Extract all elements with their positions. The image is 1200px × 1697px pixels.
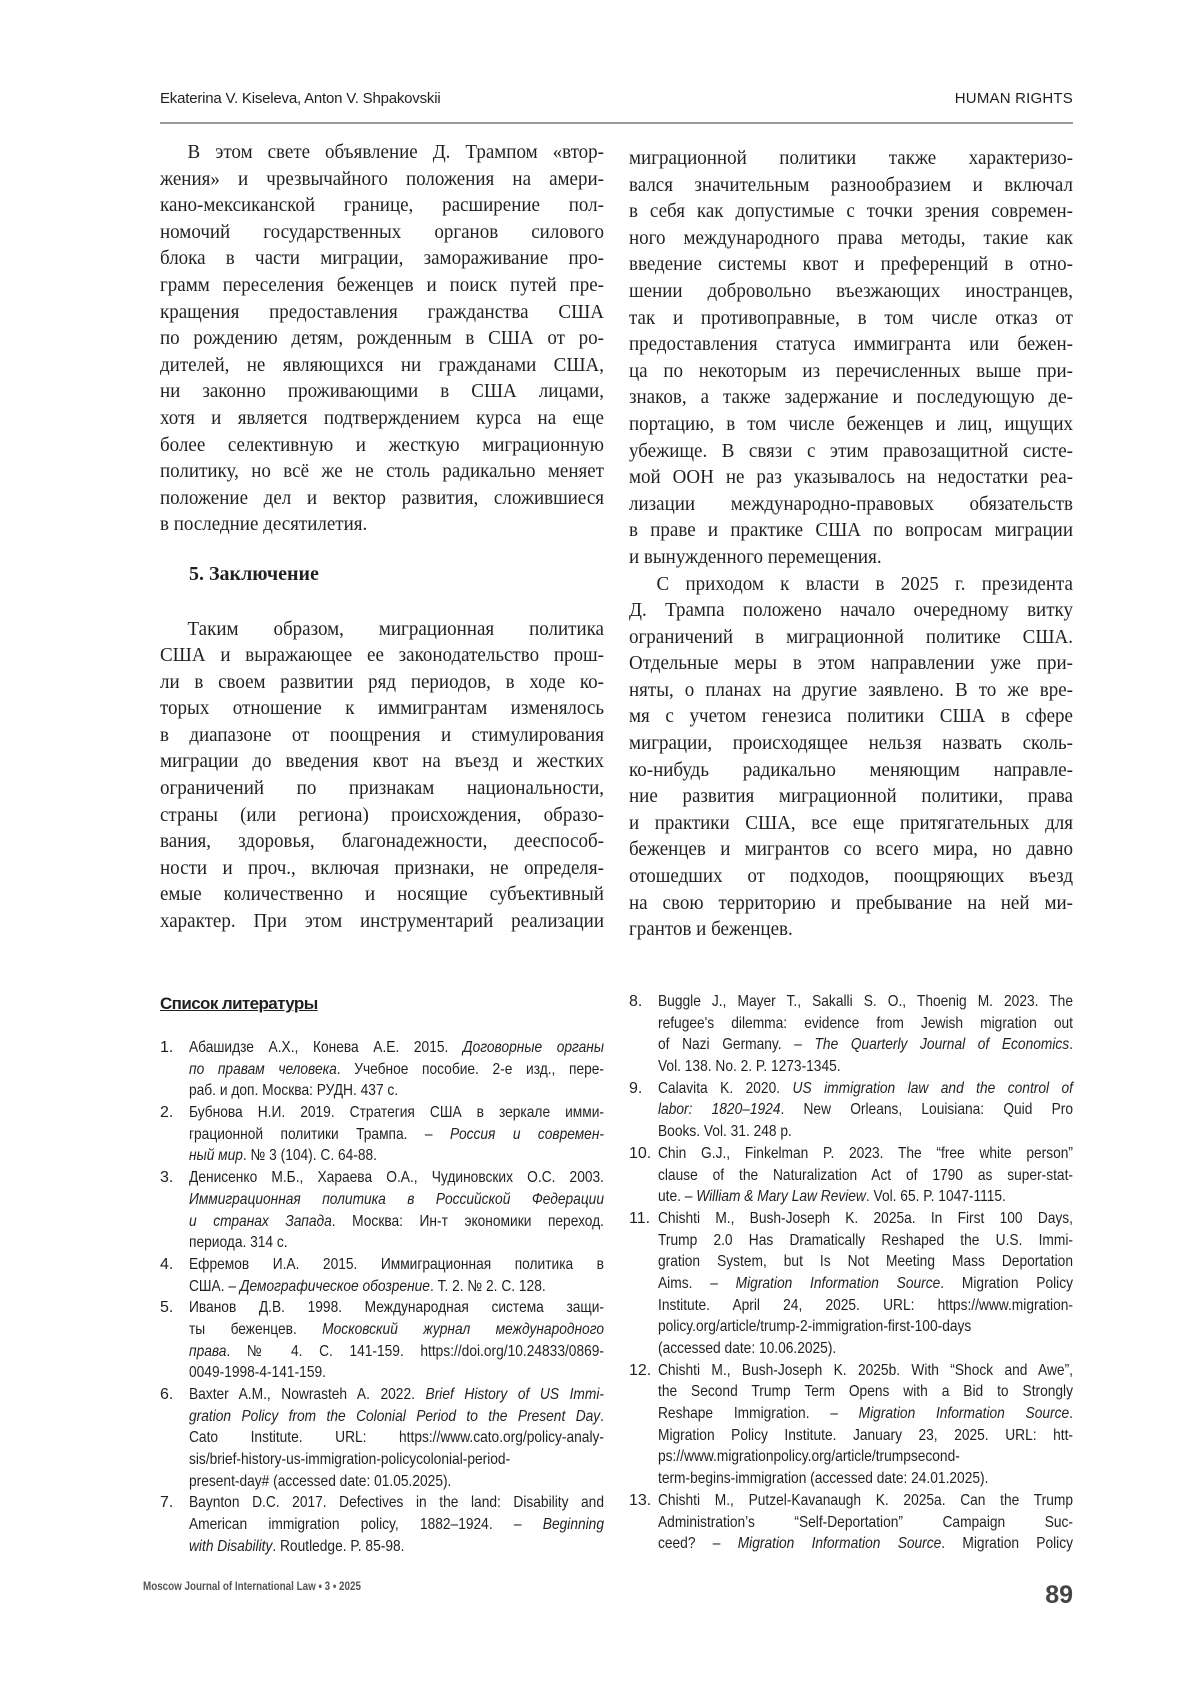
reference-text: периода. 314 с. — [189, 1234, 288, 1252]
text-line: в последние десятилетия. — [160, 513, 368, 536]
reference-line — [189, 1384, 604, 1406]
text-line: вания, здоровья, благонадежности, дееспособ- — [160, 830, 604, 853]
paragraph — [629, 571, 1073, 943]
reference-text: Migration Policy Institute. January 23, 2025. URL: htt- — [658, 1426, 1073, 1444]
text-line: предоставления статуса иммигранта или бежен- — [629, 333, 1073, 356]
body-column-left — [160, 139, 604, 935]
text-line: в диапазоне от поощрения и стимулирования — [160, 723, 604, 746]
journal-footer: Moscow Journal of International Law • 3 • 2025 — [143, 1579, 361, 1593]
reference-line — [658, 1251, 1073, 1273]
reference-text: clause of the Naturalization Act of 1790 as super-stat- — [658, 1166, 1073, 1184]
reference-title-italic: Migration Information Source — [735, 1274, 941, 1292]
reference-line — [189, 1319, 604, 1341]
reference-line — [189, 1514, 604, 1536]
running-header-section: HUMAN RIGHTS — [954, 90, 1073, 107]
text-line: в себя как допустимые с точки зрения современ- — [629, 200, 1073, 223]
text-line: мой ООН не раз указывалось на недостатки реа- — [629, 466, 1073, 489]
reference-line — [189, 1449, 604, 1471]
text-line: по рождению детям, рожденным в США от ро- — [160, 327, 604, 350]
reference-line — [658, 1381, 1073, 1403]
reference-title-italic: The Quarterly Journal of Economics — [814, 1036, 1070, 1054]
section-heading: 5. Заключение — [189, 562, 319, 585]
reference-number: 7. — [160, 1494, 174, 1512]
reference-text: Trump 2.0 Has Dramatically Reshaped the U.S. Immi- — [658, 1231, 1073, 1249]
reference-item — [629, 1208, 1073, 1360]
text-line: Таким образом, миграционная политика — [187, 617, 604, 640]
reference-number: 3. — [160, 1169, 174, 1187]
reference-line — [658, 1425, 1073, 1447]
reference-line — [658, 1360, 1073, 1382]
reference-line — [658, 1512, 1073, 1534]
reference-text: Baxter A.M., Nowrasteh A. 2022. — [189, 1386, 426, 1403]
reference-line — [189, 1362, 604, 1384]
reference-text: . — [600, 1407, 604, 1425]
text-line: и практики США, все еще притягательных для — [629, 811, 1073, 834]
reference-text: Денисенко М.Б., Хараева О.А., Чудиновских О.С. 2003. — [189, 1169, 604, 1187]
reference-line — [658, 1338, 1073, 1360]
reference-text: ты беженцев. — [189, 1320, 323, 1338]
reference-title-italic: Beginning — [542, 1516, 604, 1534]
page-number: 89 — [1045, 1581, 1073, 1609]
reference-item — [629, 1360, 1073, 1490]
reference-item — [160, 1384, 604, 1492]
reference-line — [189, 1276, 604, 1298]
reference-item — [629, 1143, 1073, 1208]
text-line: портацию, в том числе беженцев и лиц, ищущих — [629, 412, 1073, 435]
body-column-right — [629, 145, 1073, 943]
reference-title-italic: и странах Запада — [189, 1212, 332, 1230]
text-line: хотя и является подтверждением курса на еще — [160, 406, 604, 429]
reference-text: . New Orleans, Louisiana: Quid Pro — [780, 1101, 1073, 1119]
reference-list-left — [160, 1037, 604, 1558]
text-line: убежище. В связи с этим правозащитной систе- — [629, 439, 1073, 462]
reference-text: gration System, but Is Not Meeting Mass Deportation — [658, 1253, 1073, 1271]
text-line: В этом свете объявление Д. Трампом «втор- — [187, 141, 604, 163]
reference-line — [189, 1145, 604, 1167]
text-line: мя с учетом генезиса политики США в сфере — [629, 705, 1073, 728]
text-line: США и выражающее ее законодательство прош- — [160, 644, 604, 667]
reference-line — [658, 1316, 1073, 1338]
reference-text: . № 3 (104). С. 64-88. — [242, 1147, 377, 1165]
reference-text: policy.org/article/trump-2-immigration-first-100-days — [658, 1318, 972, 1336]
reference-item — [160, 1102, 604, 1167]
text-line: положение дел и вектор развития, сложившиеся — [160, 486, 604, 509]
reference-title-italic: with Disability — [189, 1537, 273, 1555]
text-line: и вынужденного перемещения. — [629, 545, 882, 568]
reference-item — [160, 1297, 604, 1384]
text-line: ли в своем развитии ряд периодов, в ходе ко- — [160, 670, 604, 693]
reference-text: Ефремов И.А. 2015. Иммиграционная политика в — [189, 1255, 604, 1273]
text-line: грамм переселения беженцев и поиск путей пре- — [160, 273, 604, 296]
reference-line — [189, 1080, 604, 1102]
text-line: Отдельные меры в этом направлении уже при- — [629, 652, 1073, 675]
running-header-authors: Ekaterina V. Kiseleva, Anton V. Shpakovskii — [160, 90, 441, 107]
reference-title-italic: Migration Information Source — [737, 1535, 942, 1553]
reference-text: present-day# (accessed date: 01.05.2025). — [189, 1472, 452, 1490]
reference-line — [189, 1254, 604, 1276]
text-line: С приходом к власти в 2025 г. президента — [656, 572, 1073, 595]
text-line: шении добровольно въезжающих иностранцев, — [629, 279, 1073, 302]
reference-text: Buggle J., Mayer T., Sakalli S. O., Thoenig M. 2023. The — [658, 993, 1073, 1010]
text-line: более селективную и жесткую миграционную — [160, 433, 604, 456]
reference-number: 11. — [629, 1209, 651, 1227]
text-line: в праве и практике США по вопросам миграции — [629, 519, 1073, 542]
reference-text: . Москва: Ин-т экономики переход. — [331, 1212, 604, 1230]
reference-line — [658, 1121, 1073, 1143]
text-line: политику, но всё же не столь радикально меняет — [160, 460, 604, 483]
header-divider — [160, 122, 1073, 124]
reference-item — [629, 991, 1073, 1078]
reference-text: Reshape Immigration. – — [658, 1405, 859, 1423]
reference-title-italic: gration Policy from the Colonial Period to the Present Day — [189, 1407, 601, 1425]
reference-number: 4. — [160, 1255, 174, 1273]
reference-line — [189, 1037, 604, 1059]
reference-text: Aims. – — [658, 1274, 736, 1292]
reference-text: Абашидзе А.Х., Конева А.Е. 2015. — [189, 1039, 463, 1056]
reference-number: 10. — [629, 1144, 652, 1162]
reference-text: . Migration Policy — [940, 1274, 1074, 1292]
reference-line — [658, 1490, 1073, 1512]
reference-text: Administration’s “Self-Deportation” Campaign Suc- — [658, 1513, 1073, 1531]
reference-text: Chishti M., Putzel-Kavanaugh K. 2025a. Can the Trump — [658, 1491, 1073, 1509]
text-line: ограничений в миграционной политике США. — [629, 625, 1073, 648]
reference-text: Institute. April 24, 2025. URL: https://www.migration- — [658, 1296, 1073, 1314]
reference-line — [658, 1165, 1073, 1187]
reference-item — [629, 1490, 1073, 1555]
reference-line — [189, 1406, 604, 1428]
reference-text: the Second Trump Term Opens with a Bid to Strongly — [658, 1383, 1073, 1401]
reference-item — [160, 1037, 604, 1102]
text-line: няты, о планах на другие заявлено. В то же вре- — [629, 678, 1073, 701]
reference-text: Calavita K. 2020. — [658, 1079, 793, 1097]
reference-line — [189, 1189, 604, 1211]
reference-line — [189, 1102, 604, 1124]
reference-item — [629, 1078, 1073, 1143]
reference-title-italic: Договорные органы — [462, 1039, 604, 1056]
reference-title-italic: Иммиграционная политика в Российской Федерации — [189, 1190, 604, 1208]
reference-line — [658, 1403, 1073, 1425]
reference-line — [189, 1124, 604, 1146]
reference-text: . № 4. С. 141-159. https://doi.org/10.24833/0869- — [226, 1342, 604, 1360]
reference-text: Chin G.J., Finkelman P. 2023. The “free white person” — [658, 1144, 1073, 1162]
reference-text: term-begins-immigration (accessed date: 24.01.2025). — [658, 1470, 989, 1488]
text-line: ограничений по признакам национальности, — [160, 777, 604, 800]
text-line: миграционной политики также характеризо- — [629, 147, 1073, 169]
reference-number: 13. — [629, 1491, 652, 1509]
reference-title-italic: US immigration law and the control of — [792, 1079, 1074, 1097]
paragraph — [629, 145, 1073, 571]
reference-text: Cato Institute. URL: https://www.cato.org/policy-analy- — [189, 1429, 604, 1447]
text-line: ца по некоторым из перечисленных выше при- — [629, 359, 1073, 382]
reference-text: . Migration Policy — [941, 1535, 1073, 1553]
reference-text: refugee's dilemma: evidence from Jewish migration out — [658, 1014, 1073, 1032]
reference-text: ps://www.migrationpolicy.org/article/trumpsecond- — [658, 1448, 960, 1466]
reference-line — [658, 1056, 1073, 1078]
reference-text: Chishti M., Bush-Joseph K. 2025b. With “Shock and Awe”, — [658, 1361, 1073, 1379]
reference-number: 12. — [629, 1361, 652, 1379]
reference-line — [658, 1034, 1073, 1056]
reference-line — [189, 1167, 604, 1189]
reference-title-italic: Россия и современ- — [449, 1125, 605, 1143]
text-line: ние развития миграционной политики, права — [629, 785, 1073, 808]
reference-text: грационной политики Трампа. – — [189, 1125, 450, 1143]
reference-number: 8. — [629, 993, 643, 1010]
reference-line — [658, 1013, 1073, 1035]
reference-line — [658, 1468, 1073, 1490]
text-line: номочий государственных органов силового — [160, 220, 604, 243]
text-line: жения» и чрезвычайного положения на амери- — [160, 167, 604, 190]
reference-text: ceed? – — [658, 1535, 738, 1553]
text-line: беженцев и мигрантов со всего мира, но давно — [629, 838, 1073, 861]
reference-title-italic: labor: 1820–1924 — [658, 1101, 781, 1119]
text-line: грантов и беженцев. — [629, 918, 793, 941]
text-line: миграции, происходящее нельзя назвать сколь- — [629, 732, 1073, 755]
text-line: торых отношение к иммигрантам изменялось — [160, 697, 604, 720]
reference-text: . — [1069, 1405, 1073, 1423]
text-line: Д. Трампа положено начало очередному витку — [629, 599, 1073, 622]
reference-item — [160, 1254, 604, 1297]
text-line: вался значительным разнообразием и включал — [629, 173, 1073, 196]
reference-number: 5. — [160, 1299, 174, 1317]
reference-line — [658, 1143, 1073, 1165]
reference-line — [189, 1297, 604, 1319]
reference-line — [189, 1536, 604, 1558]
reference-line — [658, 1446, 1073, 1468]
reference-text: . Т. 2. № 2. С. 128. — [429, 1277, 546, 1295]
reference-title-italic: Демографическое обозрение — [239, 1277, 430, 1295]
text-line: лизации международно-правовых обязательств — [629, 492, 1073, 515]
reference-text: . Routledge. P. 85-98. — [272, 1537, 405, 1555]
reference-line — [658, 1533, 1073, 1555]
reference-line — [658, 1230, 1073, 1252]
text-line: кано-мексиканской границе, расширение пол- — [160, 194, 604, 217]
text-line: отошедших от подходов, поощряющих въезд — [629, 865, 1073, 888]
text-line: блока в части миграции, замораживание про- — [160, 247, 604, 270]
reference-line — [658, 1186, 1073, 1208]
text-line: знаков, а также задержание и последующую де- — [629, 386, 1073, 409]
text-line: миграции до введения квот на въезд и жестких — [160, 750, 604, 773]
reference-text: American immigration policy, 1882–1924. – — [189, 1516, 543, 1534]
reference-text: Chishti M., Bush-Joseph K. 2025a. In First 100 Days, — [658, 1209, 1073, 1227]
reference-number: 6. — [160, 1386, 174, 1403]
reference-title-italic: по правам человека — [189, 1060, 337, 1078]
reference-line — [658, 1295, 1073, 1317]
reference-line — [658, 1078, 1073, 1100]
reference-line — [189, 1427, 604, 1449]
reference-title-italic: William & Mary Law Review — [696, 1188, 866, 1206]
reference-title-italic: права — [189, 1342, 227, 1360]
reference-item — [160, 1167, 604, 1254]
reference-line — [658, 1099, 1073, 1121]
text-line: ного международного права методы, такие как — [629, 226, 1073, 249]
text-line: так и противоправные, в том числе отказ от — [629, 306, 1073, 329]
reference-number: 1. — [160, 1039, 174, 1056]
reference-list-right — [629, 991, 1073, 1555]
reference-number: 9. — [629, 1079, 643, 1097]
reference-title-italic: Brief History of US Immi- — [425, 1386, 605, 1403]
reference-text: Books. Vol. 31. 248 p. — [658, 1123, 792, 1141]
text-line: дителей, не являющихся ни гражданами США, — [160, 353, 604, 376]
text-line: ни законно проживающими в США лицами, — [160, 380, 604, 403]
text-line: введение системы квот и преференций в отно- — [629, 253, 1073, 276]
reference-title-italic: Московский журнал международного — [322, 1320, 604, 1338]
reference-item — [160, 1492, 604, 1557]
reference-text: Бубнова Н.И. 2019. Стратегия США в зеркале имми- — [189, 1104, 604, 1122]
text-line: на свою территорию и пребывание на ней ми- — [629, 891, 1073, 914]
reference-text: раб. и доп. Москва: РУДН. 437 с. — [189, 1082, 399, 1100]
reference-line — [189, 1232, 604, 1254]
text-line: емые количественно и носящие субъективный — [160, 883, 604, 906]
reference-line — [189, 1492, 604, 1514]
reference-line — [189, 1341, 604, 1363]
reference-text: США. – — [189, 1277, 240, 1295]
text-line: кращения предоставления гражданства США — [160, 300, 604, 323]
reference-text: 0049-1998-4-141-159. — [189, 1364, 326, 1382]
reference-line — [658, 1208, 1073, 1230]
reference-text: Vol. 138. No. 2. P. 1273-1345. — [658, 1058, 841, 1076]
paragraph — [160, 616, 604, 935]
reference-text: Иванов Д.В. 1998. Международная система защи- — [189, 1299, 604, 1317]
paragraph — [160, 139, 604, 538]
text-line: характер. При этом инструментарий реализации — [160, 910, 604, 933]
reference-title-italic: ный мир — [189, 1147, 243, 1165]
text-line: ности и проч., включая признаки, не определя- — [160, 856, 604, 879]
reference-line — [189, 1471, 604, 1493]
reference-title-italic: Migration Information Source — [858, 1405, 1070, 1423]
text-line: страны (или региона) происхождения, образо- — [160, 803, 604, 826]
reference-text: . Vol. 65. P. 1047-1115. — [865, 1188, 1006, 1206]
reference-line — [658, 1273, 1073, 1295]
reference-line — [658, 991, 1073, 1013]
reference-line — [189, 1059, 604, 1081]
reference-text: Baynton D.C. 2017. Defectives in the land: Disability and — [189, 1494, 604, 1512]
text-line: ко-нибудь радикально меняющим направле- — [629, 758, 1073, 781]
reference-text: . — [1069, 1036, 1073, 1054]
reference-text: ute. – — [658, 1188, 697, 1206]
references-heading: Список литературы — [160, 994, 318, 1013]
reference-text: of Nazi Germany. – — [658, 1036, 815, 1054]
reference-number: 2. — [160, 1104, 174, 1122]
reference-text: sis/brief-history-us-immigration-policycolonial-period- — [189, 1451, 511, 1469]
reference-text: . Учебное пособие. 2-е изд., пере- — [336, 1060, 605, 1078]
reference-line — [189, 1211, 604, 1233]
reference-text: (accessed date: 10.06.2025). — [658, 1340, 837, 1357]
